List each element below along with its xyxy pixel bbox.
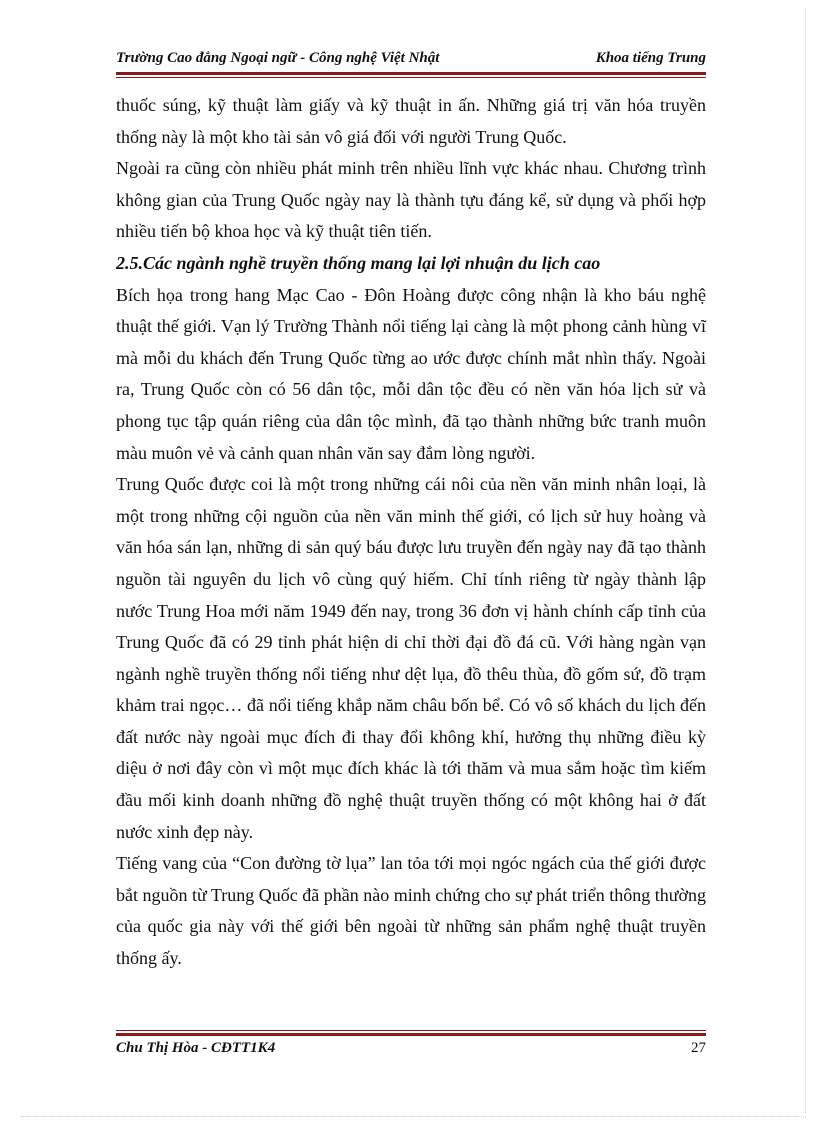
page-footer [116,1040,706,1064]
paragraph-inventions: Ngoài ra cũng còn nhiều phát minh trên nhiều lĩnh vực khác nhau. Chương trình không gian của Trung Quốc ngày nay là thành tựu đáng kể, sử dụng và phối hợp nhiều tiến bộ khoa học và kỹ thuật tiên tiến. [116,158,706,242]
header-school-name: Trường Cao đẳng Ngoại ngữ - Công nghệ Việt Nhật [116,50,440,66]
footer-rule-thin [116,1030,706,1031]
section-heading: 2.5.Các ngành nghề truyền thống mang lại lợi nhuận du lịch cao [116,252,601,273]
footer-author: Chu Thị Hòa - CĐTT1K4 [116,1040,276,1056]
paragraph-civilization: Trung Quốc được coi là một trong những cái nôi của nền văn minh nhân loại, là một trong những cội nguồn của nền văn minh thế giới, có lịch sử huy hoàng và văn hóa sán lạn, những di sản quý báu được lưu truyền đến ngày nay đã tạo thành nguồn tài nguyên du lịch vô cùng quý hiếm. Chỉ tính riêng từ ngày thành lập nước Trung Hoa mới năm 1949 đến nay, trong 36 đơn vị hành chính cấp tỉnh của Trung Quốc đã có 29 tỉnh phát hiện di chỉ thời đại đồ đá cũ. Với hàng ngàn vạn ngành nghề truyền thống nổi tiếng như dệt lụa, đồ thêu thùa, đồ gốm sứ, đồ trạm khảm trai ngọc… đã nổi tiếng khắp năm châu bốn bể. Có vô số khách du lịch đến đất nước này ngoài mục đích đi thay đổi không khí, hưởng thụ những điều kỳ diệu ở nơi đây còn vì một mục đích khác là tới thăm và mua sắm hoặc tìm kiếm đầu mối kinh doanh những đồ nghệ thuật truyền thống có một không hai ở đất nước xinh đẹp này. [116,474,706,842]
footer-rule-thick [116,1033,706,1036]
paragraph-heritage: Bích họa trong hang Mạc Cao - Đôn Hoàng được công nhận là kho báu nghệ thuật thế giới. Vạn lý Trường Thành nổi tiếng lại càng là một phong cảnh hùng vĩ mà mỗi du khách đến Trung Quốc từng ao ước được chính mắt nhìn thấy. Ngoài ra, Trung Quốc còn có 56 dân tộc, mỗi dân tộc đều có nền văn hóa lịch sử và phong tục tập quán riêng của dân tộc mình, đã tạo thành những bức tranh muôn màu muôn vẻ và cảnh quan nhân văn say đắm lòng người. [116,284,706,463]
header-rule-thick [116,72,706,75]
header-department: Khoa tiếng Trung [595,50,706,66]
page-edge-line-bottom [20,1116,806,1117]
page-body [116,90,706,975]
paragraph-continuation: thuốc súng, kỹ thuật làm giấy và kỹ thuật in ấn. Những giá trị văn hóa truyền thống này là một kho tài sản vô giá đối với người Trung Quốc. [116,95,706,147]
paragraph-silk-road: Tiếng vang của “Con đường tờ lụa” lan tỏa tới mọi ngóc ngách của thế giới được bắt nguồn từ Trung Quốc đã phần nào minh chứng cho sự phát triển thông thường của quốc gia này với thế giới bên ngoài từ những sản phẩm nghệ thuật truyền thống ấy. [116,853,706,969]
page-header [116,46,706,70]
page-number: 27 [691,1040,706,1056]
page-edge-line [805,8,806,1113]
header-rule-thin [116,77,706,78]
